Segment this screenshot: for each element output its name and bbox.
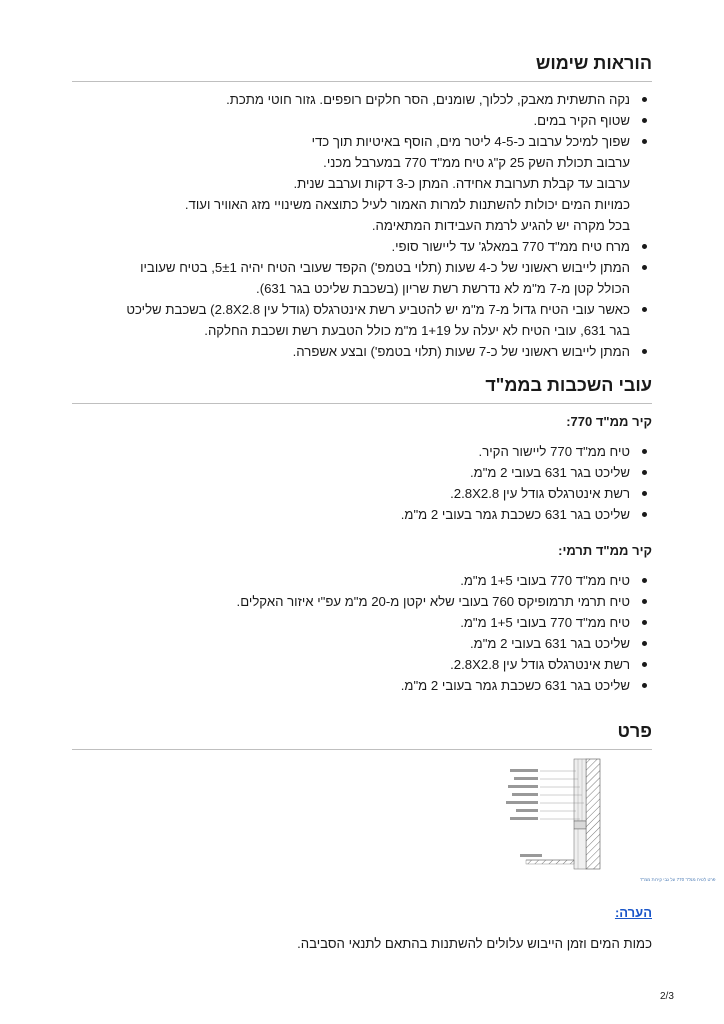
thermal-item-1: טיח ממ"ד 770 בעובי 1+5 מ"מ.: [72, 570, 630, 591]
thermal-item-6: שליכט בגר 631 כשכבת גמר בעובי 2 מ"מ.: [72, 675, 630, 696]
usage-heading: הוראות שימוש: [72, 52, 652, 82]
usage-item-6-cont: בגר 631, עובי הטיח לא יעלה על 1+19 מ"מ כולל הטבעת רשת ושכבת החלקה.: [204, 323, 630, 338]
usage-item-5: [72, 257, 630, 299]
wall-detail-figure: [500, 757, 716, 885]
layers-section: [72, 374, 652, 696]
wall770-heading: קיר ממ"ד 770:: [566, 414, 652, 429]
usage-item-7: המתן לייבוש ראשוני של כ-7 שעות (תלוי בטמפ') ובצע אשפרה.: [72, 341, 630, 362]
note-label: הערה:: [614, 905, 652, 920]
usage-item-6-line: כאשר עובי הטיח גדול מ-7 מ"מ יש להטביע רשת אינטרגלס (גודל עין 2.8X2.8) בשכבת שליכט: [126, 302, 630, 317]
wall770-item-2: שליכט בגר 631 בעובי 2 מ"מ.: [72, 462, 630, 483]
thermal-item-4: שליכט בגר 631 בעובי 2 מ"מ.: [72, 633, 630, 654]
wall770-item-1: טיח ממ"ד 770 ליישור הקיר.: [72, 441, 630, 462]
thermal-item-3: טיח ממ"ד 770 בעובי 1+5 מ"מ.: [72, 612, 630, 633]
usage-item-3-cont-3: כמויות המים יכולות להשתנות למרות האמור לעיל כתוצאה משינויי מזג האוויר ועוד.: [184, 197, 630, 212]
usage-item-3-cont-2: ערבוב עד קבלת תערובת אחידה. המתן כ-3 דקות וערבב שנית.: [293, 176, 630, 191]
usage-item-4: מרח טיח ממ"ד 770 במאלג' עד ליישור סופי.: [72, 236, 630, 257]
usage-item-1: נקה התשתית מאבק, לכלוך, שומנים, הסר חלקים רופפים. גזור חוטי מתכת.: [72, 89, 630, 110]
usage-item-5-cont: הכולל קטן מ-7 מ"מ לא נדרשת רשת שריון (בשכבת שליכט בגר 631).: [256, 281, 630, 296]
usage-list: [72, 89, 652, 362]
detail-section: [72, 720, 652, 750]
figure-caption: פרט לטיח ממ"ד 770 על גבי קירות ממ"ד: [640, 877, 716, 882]
usage-item-5-line: המתן לייבוש ראשוני של כ-4 שעות (תלוי בטמפ') הקפד שעובי הטיח יהיה 5±1, בטיח שעוביו: [140, 260, 630, 275]
thermal-heading: קיר ממ"ד תרמי:: [558, 543, 652, 558]
thermal-item-5: רשת אינטרגלס גודל עין 2.8X2.8.: [72, 654, 630, 675]
thermal-item-2: טיח תרמי תרמופיקס 760 בעובי שלא יקטן מ-20 מ"מ עפ"י איזור האקלים.: [72, 591, 630, 612]
note-section: [72, 905, 652, 954]
usage-item-3-cont-1: ערבוב תכולת השק 25 ק"ג טיח ממ"ד 770 במערבל מכני.: [323, 155, 630, 170]
thermal-list: [72, 570, 652, 696]
usage-item-3-cont-4: בכל מקרה יש להגיע לרמת העבידות המתאימה.: [371, 218, 630, 233]
usage-item-3: [72, 131, 630, 236]
wall770-list: [72, 441, 652, 525]
wall-section-drawing: [500, 757, 716, 885]
wall770-item-4: שליכט בגר 631 כשכבת גמר בעובי 2 מ"מ.: [72, 504, 630, 525]
usage-item-3-line: שפוך למיכל ערבוב כ-4-5 ליטר מים, הוסף באיטיות תוך כדי: [311, 134, 630, 149]
wall770-item-3: רשת אינטרגלס גודל עין 2.8X2.8.: [72, 483, 630, 504]
usage-section: [72, 52, 652, 362]
usage-item-2: שטוף הקיר במים.: [72, 110, 630, 131]
page-number: 2/3: [660, 991, 674, 1002]
layers-heading: עובי השכבות בממ"ד: [72, 374, 652, 404]
detail-heading: פרט: [72, 720, 652, 750]
note-text: כמות המים וזמן הייבוש עלולים להשתנות בהתאם לתנאי הסביבה.: [297, 936, 652, 951]
usage-item-6: [72, 299, 630, 341]
